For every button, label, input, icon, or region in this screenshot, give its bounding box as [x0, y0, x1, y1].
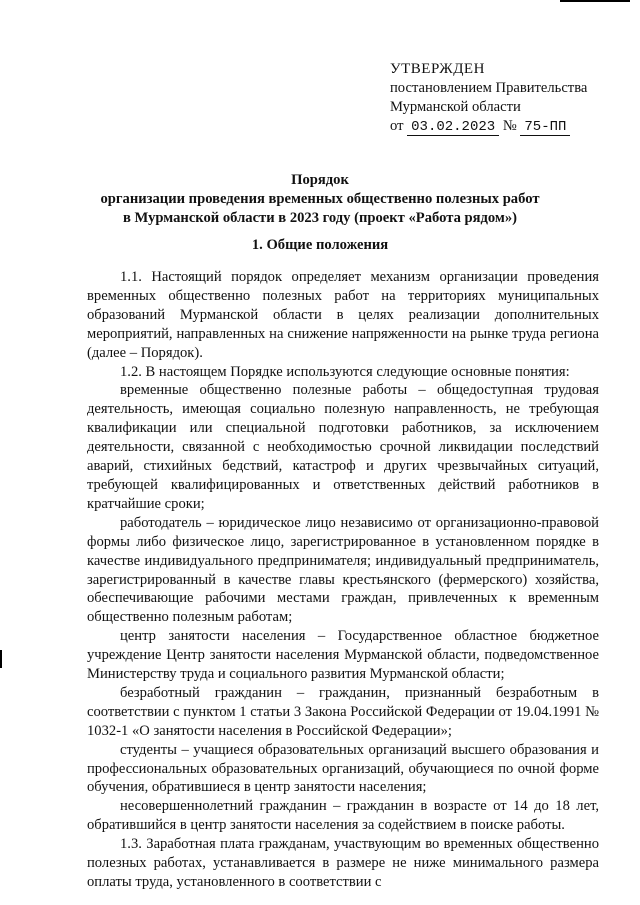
definition-employer: работодатель – юридическое лицо независимо от организационно-правовой формы либо физическое лицо, зарегистрированное в установленном порядке в качестве индивидуального предпринимателя; индивидуальный предприниматель, зарегистрированный в качестве главы крестьянского (фермерского) хозяйства, обеспечивающие рабочими местами граждан, привлеченных к временным общественно полезным работам; — [87, 514, 599, 626]
number-label: № — [502, 118, 517, 134]
document-body — [87, 268, 599, 892]
doc-title-line-1: Порядок — [291, 172, 349, 188]
paragraph-1-1: 1.1. Настоящий порядок определяет механизм организации проведения временных общественно полезных работ на территориях муниципальных образований Мурманской области в целях реализации дополнительных мероприятий, направленных на снижение напряженности на рынке труда региона (далее – Порядок). — [87, 269, 599, 361]
approval-line-1: постановлением Правительства — [390, 80, 588, 96]
approval-date: 03.02.2023 — [407, 119, 499, 136]
from-label: от — [390, 118, 404, 134]
section-heading: 1. Общие положения — [251, 237, 389, 253]
scan-mark-top — [560, 0, 630, 2]
approval-heading: УТВЕРЖДЕН — [390, 61, 485, 77]
approval-number: 75-ПП — [520, 119, 570, 136]
definition-public-works: временные общественно полезные работы – общедоступная трудовая деятельность, имеющая социально полезную направленность, не требующая квалификации или специальной подготовки работников, за исключением деятельности, связанной с необходимостью срочной ликвидации последствий аварий, стихийных бедствий, катастроф и других чрезвычайных ситуаций, требующей квалифицированных и ответственных действий работников в кратчайшие сроки; — [87, 382, 599, 512]
approval-date-line — [390, 117, 630, 137]
paragraph-1-3: 1.3. Заработная плата гражданам, участвующим во временных общественно полезных работах, устанавливается в размере не ниже минимального размера оплаты труда, установленного в соответствии с — [87, 836, 599, 890]
paragraph-1-2: 1.2. В настоящем Порядке используются следующие основные понятия: — [120, 363, 570, 380]
definition-students: студенты – учащиеся образовательных организаций высшего образования и профессиональных образовательных организаций, обучающиеся по очной форме обучения, обратившиеся в центр занятости населения; — [87, 741, 599, 796]
doc-title-line-2: организации проведения временных общественно полезных работ — [100, 191, 540, 207]
definition-minor: несовершеннолетний гражданин – гражданин в возрасте от 14 до 18 лет, обратившийся в центр занятости населения за содействием в поиске работы. — [87, 798, 599, 834]
scan-mark-left — [0, 650, 2, 668]
definition-unemployed: безработный гражданин – гражданин, признанный безработным в соответствии с пунктом 1 статьи 3 Закона Российской Федерации от 19.04.1991 № 1032-1 «О занятости населения в Российской Федерации»; — [87, 684, 599, 739]
approval-block — [390, 60, 630, 137]
approval-line-2: Мурманской области — [390, 99, 521, 115]
doc-title-line-3: в Мурманской области в 2023 году (проект «Работа рядом») — [122, 210, 518, 226]
definition-employment-center: центр занятости населения – Государственное областное бюджетное учреждение Центр занятости населения Мурманской области, подведомственное Министерству труда и социального развития Мурманской области; — [87, 628, 599, 683]
